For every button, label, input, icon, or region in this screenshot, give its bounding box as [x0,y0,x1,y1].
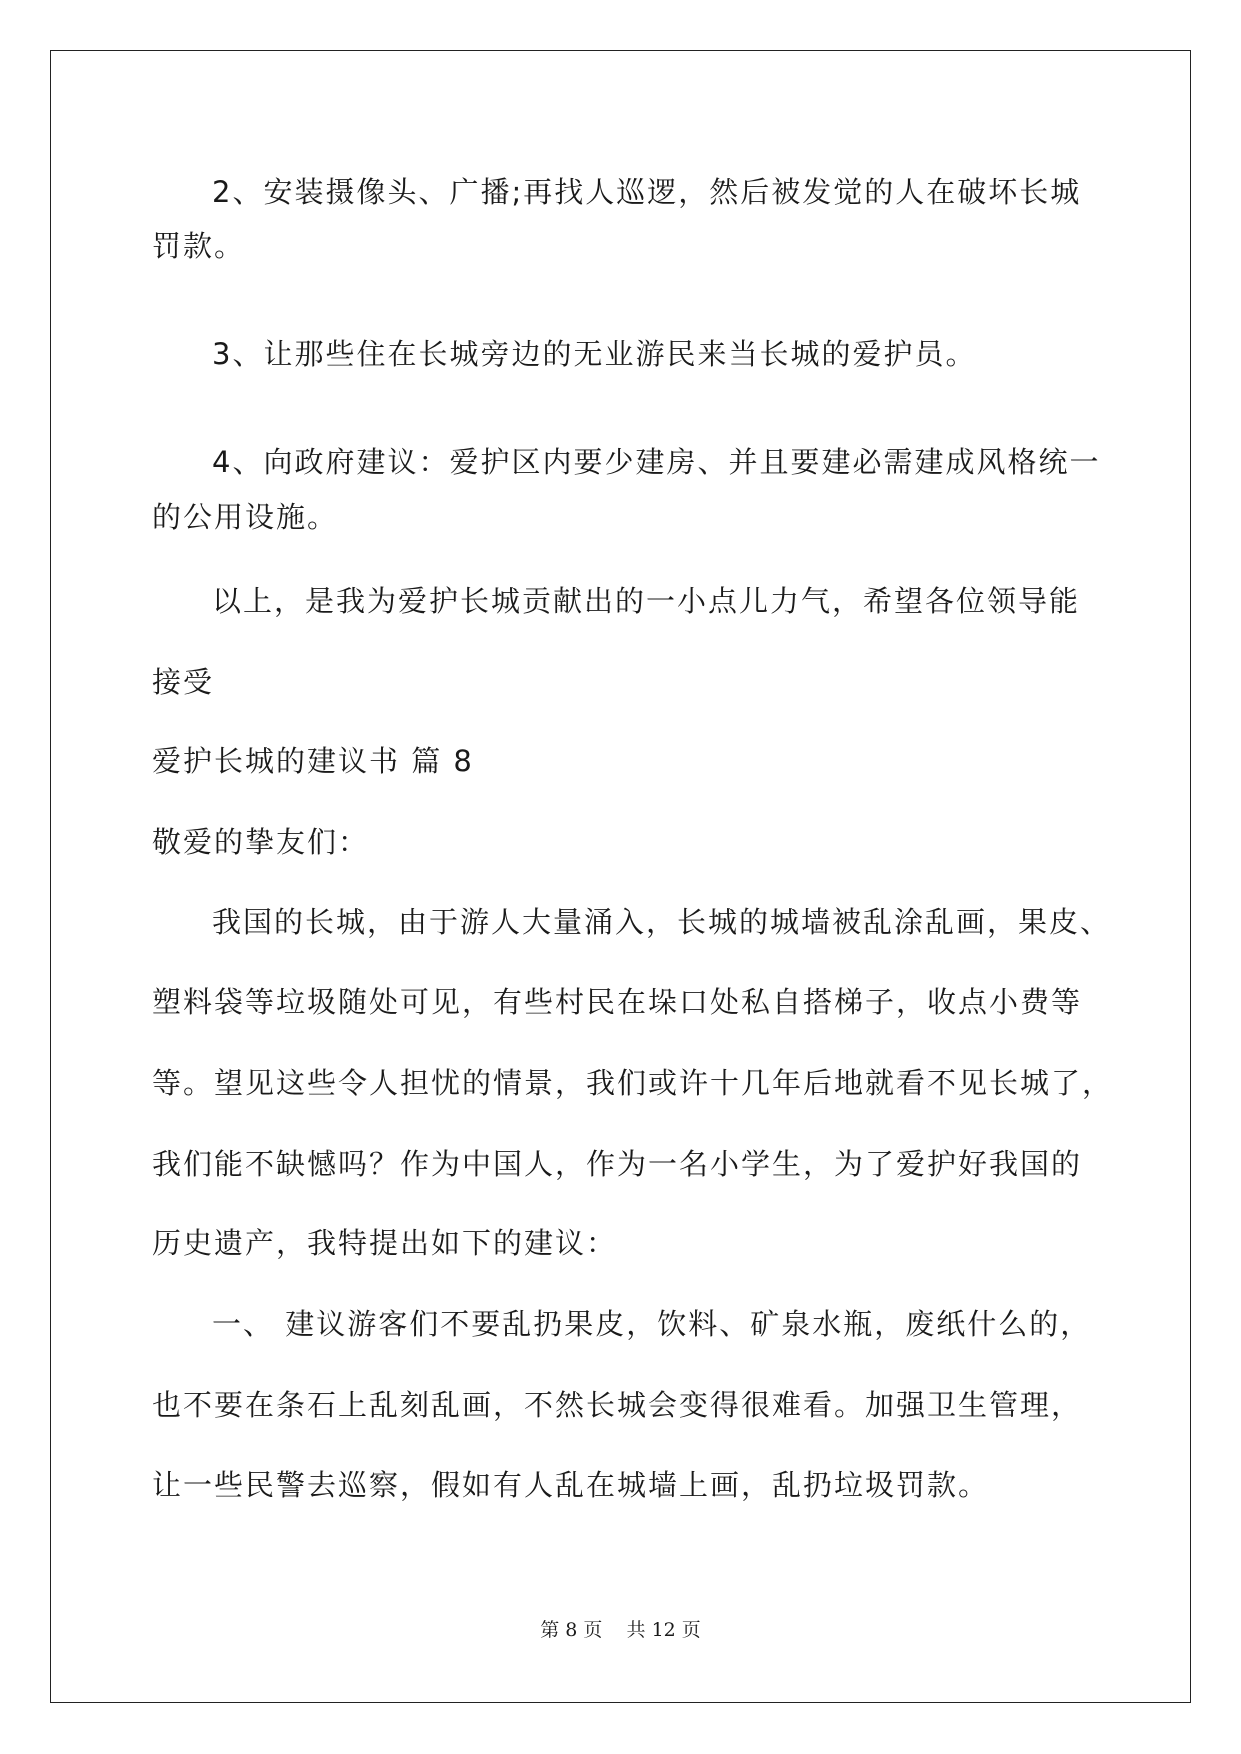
paragraph-line: 3、让那些住在长城旁边的无业游民来当长城的爱护员。 [212,337,977,371]
paragraph-line: 接受 [152,665,215,699]
section-heading: 爱护长城的建议书 篇 8 [152,744,474,778]
paragraph-line: 我国的长城，由于游人大量涌入，长城的城墙被乱涂乱画，果皮、 [212,905,1112,939]
page-border [50,50,1191,1703]
paragraph-line: 我们能不缺憾吗？作为中国人，作为一名小学生，为了爱护好我国的 [152,1147,1083,1181]
paragraph-line: 罚款。 [152,229,246,263]
paragraph-line: 2、安装摄像头、广播;再找人巡逻，然后被发觉的人在破坏长城 [212,175,1082,209]
paragraph-line: 的公用设施。 [152,500,339,534]
page-number-footer: 第 8 页 共 12 页 [540,1619,701,1641]
paragraph-line: 也不要在条石上乱刻乱画，不然长城会变得很难看。加强卫生管理， [152,1388,1083,1422]
paragraph-line: 让一些民警去巡察，假如有人乱在城墙上画，乱扔垃圾罚款。 [152,1468,990,1502]
paragraph-line: 塑料袋等垃圾随处可见，有些村民在垛口处私自搭梯子，收点小费等 [152,985,1083,1019]
paragraph-line: 以上，是我为爱护长城贡献出的一小点儿力气，希望各位领导能 [212,584,1081,618]
salutation: 敬爱的挚友们： [152,825,370,859]
paragraph-line: 等。望见这些令人担忧的情景，我们或许十几年后地就看不见长城了， [152,1066,1114,1100]
paragraph-line: 一、 建议游客们不要乱扔果皮，饮料、矿泉水瓶，废纸什么的， [212,1307,1092,1341]
paragraph-line: 历史遗产，我特提出如下的建议： [152,1226,618,1260]
paragraph-line: 4、向政府建议：爱护区内要少建房、并且要建必需建成风格统一 [212,445,1101,479]
